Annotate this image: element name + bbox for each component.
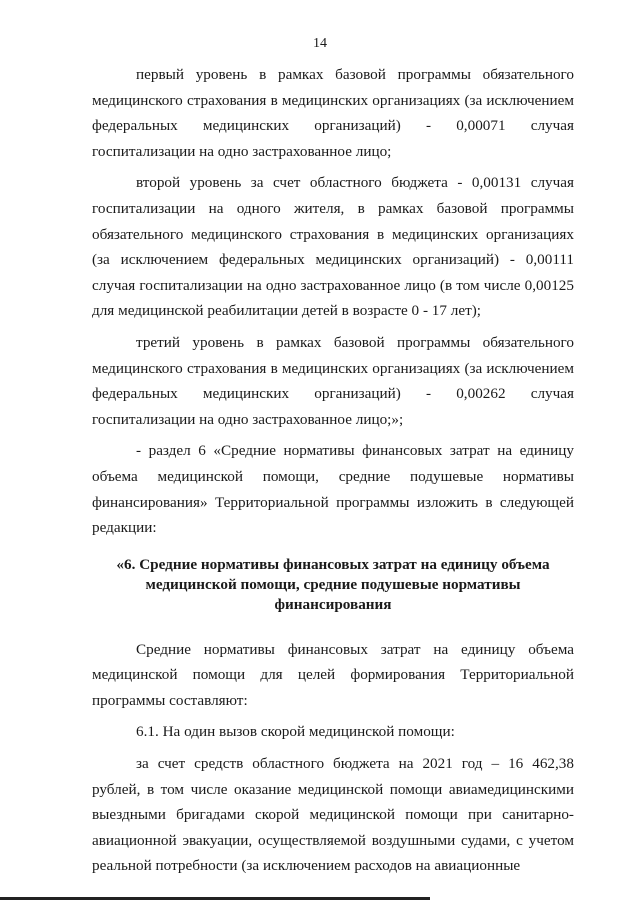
section-heading-line-3: финансирования (274, 595, 392, 613)
page-number: 14 (313, 36, 327, 51)
paragraph-6-1: 6.1. На один вызов скорой медицинской помощи: (136, 723, 455, 741)
paragraph-regional-budget: за счет средств областного бюджета на 2021 год – 16 462,38 рублей, в том числе оказание медицинской помощи авиамедицинскими выездными бригадами скорой медицинской помощи при санитарно-авиационной эвакуации, осуществляемой воздушными судами, с учетом реальной потребности (за исключением расходов на авиационные (92, 755, 574, 875)
paragraph-section-six-intro: - раздел 6 «Средние нормативы финансовых затрат на единицу объема медицинской помощи, средние подушевые нормативы финансирования» Территориальной программы изложить в следующей редакции: (92, 442, 574, 537)
paragraph-level-three: третий уровень в рамках базовой программы обязательного медицинского страхования в медицинских организациях (за исключением федеральных медицинских организаций) - 0,00262 случая госпитализации на одно застрахованное лицо;»; (92, 333, 574, 428)
paragraph-level-two: второй уровень за счет областного бюджета - 0,00131 случая госпитализации на одного жителя, в рамках базовой программы обязательного медицинского страхования в медицинских организациях (за исключением федеральных медицинских организаций) - 0,00111 случая госпитализации на одно застрахованное лицо (в том числе 0,00125 для медицинской реабилитации детей в возрасте 0 - 17 лет); (92, 174, 574, 320)
section-heading-line-2: медицинской помощи, средние подушевые нормативы (145, 575, 521, 593)
section-heading (92, 555, 574, 615)
section-heading-line-1: «6. Средние нормативы финансовых затрат на единицу объема (116, 555, 550, 573)
paragraph-norms-intro: Средние нормативы финансовых затрат на единицу объема медицинской помощи для целей формирования Территориальной программы составляют: (92, 640, 574, 709)
document-body (92, 62, 574, 885)
paragraph-level-one: первый уровень в рамках базовой программы обязательного медицинского страхования в медицинских организациях (за исключением федеральных медицинских организаций) - 0,00071 случая госпитализации на одно застрахованное лицо; (92, 66, 574, 160)
scan-edge-line (0, 897, 430, 900)
